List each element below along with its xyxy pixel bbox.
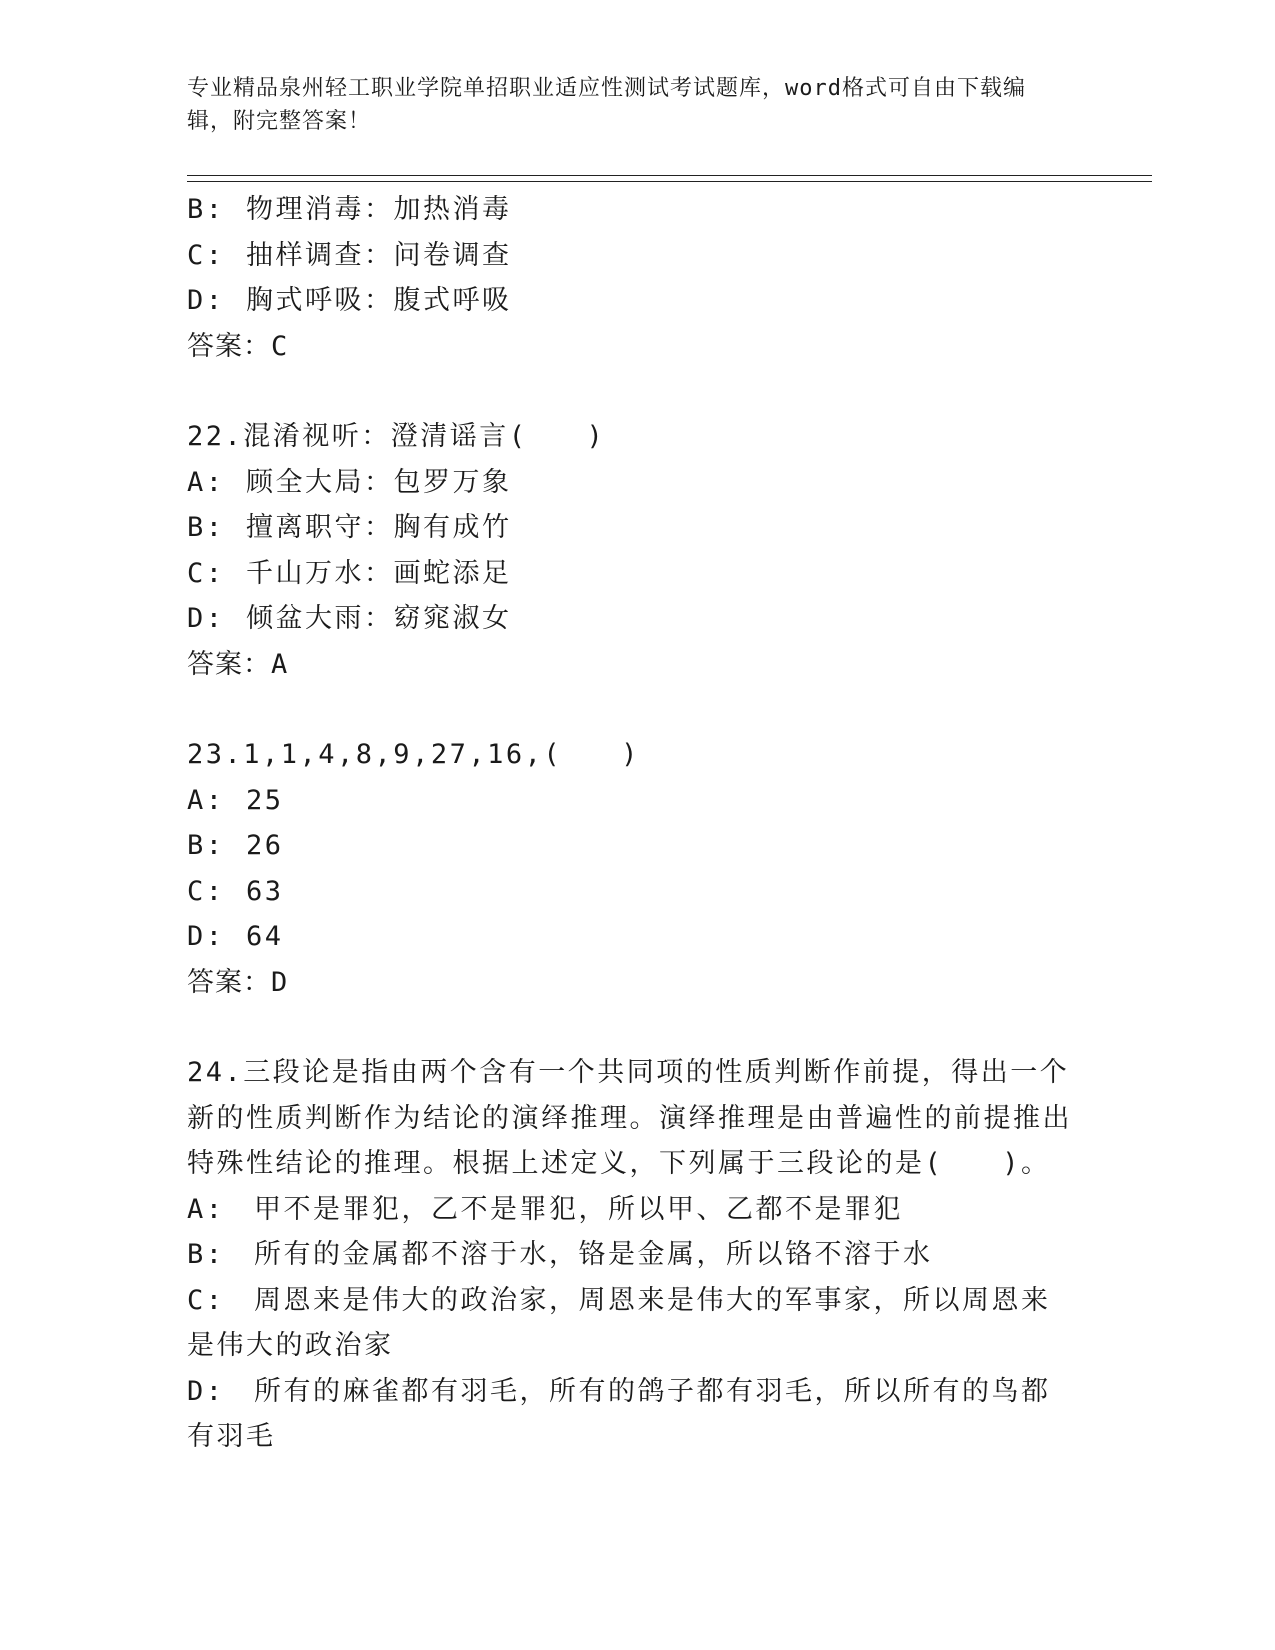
option-letter: C: [187,1284,225,1316]
option-row [187,1232,1077,1278]
option-row [187,233,1077,279]
spacer [187,1005,1077,1050]
spacer [187,369,1077,414]
option-letter: A: [187,466,225,498]
option-text: 胸式呼吸：腹式呼吸 [246,285,512,316]
option-text: 擅离职守：胸有成竹 [246,512,512,543]
option-letter: B: [187,1239,225,1270]
answer-line: 答案：D [187,966,289,998]
option-letter: C: [187,239,225,271]
option-letter: D: [187,1375,225,1407]
option-text: 千山万水：画蛇添足 [246,557,512,589]
option-row [187,1278,1077,1369]
answer-line: 答案：C [187,330,289,362]
option-row [187,505,1077,551]
option-text: 周恩来是伟大的政治家，周恩来是伟大的军事家，所以周恩来是伟大的政治家 [187,1284,1051,1361]
option-letter: C: [187,875,225,907]
answer-line: 答案：A [187,648,289,680]
option-letter: C: [187,557,225,589]
option-text: 甲不是罪犯，乙不是罪犯，所以甲、乙都不是罪犯 [254,1193,904,1225]
option-row [187,551,1077,597]
option-row [187,914,1077,960]
option-text: 所有的金属都不溶于水，铬是金属，所以铬不溶于水 [254,1239,933,1270]
option-row [187,1187,1077,1233]
option-letter: D: [187,921,225,952]
option-text: 25 [246,784,284,816]
option-letter: D: [187,285,225,316]
option-row [187,596,1077,642]
page-header-text: 专业精品泉州轻工职业学院单招职业适应性测试考试题库，word格式可自由下载编辑，附完整答案！ [187,76,1026,134]
option-text: 物理消毒：加热消毒 [246,194,512,225]
option-letter: A: [187,784,225,816]
option-row [187,278,1077,324]
question-stem: 23.1,1,4,8,9,27,16,( ) [187,739,640,770]
option-row [187,778,1077,824]
option-letter: B: [187,830,225,861]
header-divider-top [187,175,1152,176]
option-row [187,823,1077,869]
question-stem: 22.混淆视听：澄清谣言( ) [187,421,606,452]
option-text: 63 [246,875,284,907]
option-text: 26 [246,830,284,861]
spacer [187,687,1077,732]
option-row [187,460,1077,506]
header-divider-bottom [187,181,1152,182]
option-letter: B: [187,194,225,225]
option-text: 倾盆大雨：窈窕淑女 [246,603,512,634]
option-text: 64 [246,921,284,952]
question-stem: 24.三段论是指由两个含有一个共同项的性质判断作前提，得出一个新的性质判断作为结论的演绎推理。演绎推理是由普遍性的前提推出特殊性结论的推理。根据上述定义，下列属于三段论的是( )。 [187,1057,1072,1179]
option-row [187,1369,1077,1460]
option-letter: D: [187,603,225,634]
option-text: 顾全大局：包罗万象 [246,466,512,498]
option-text: 所有的麻雀都有羽毛，所有的鸽子都有羽毛，所以所有的鸟都有羽毛 [187,1375,1051,1452]
option-text: 抽样调查：问卷调查 [246,239,512,271]
option-letter: B: [187,512,225,543]
option-row [187,869,1077,915]
option-letter: A: [187,1193,225,1225]
option-row [187,187,1077,233]
question-content [187,187,1077,1460]
